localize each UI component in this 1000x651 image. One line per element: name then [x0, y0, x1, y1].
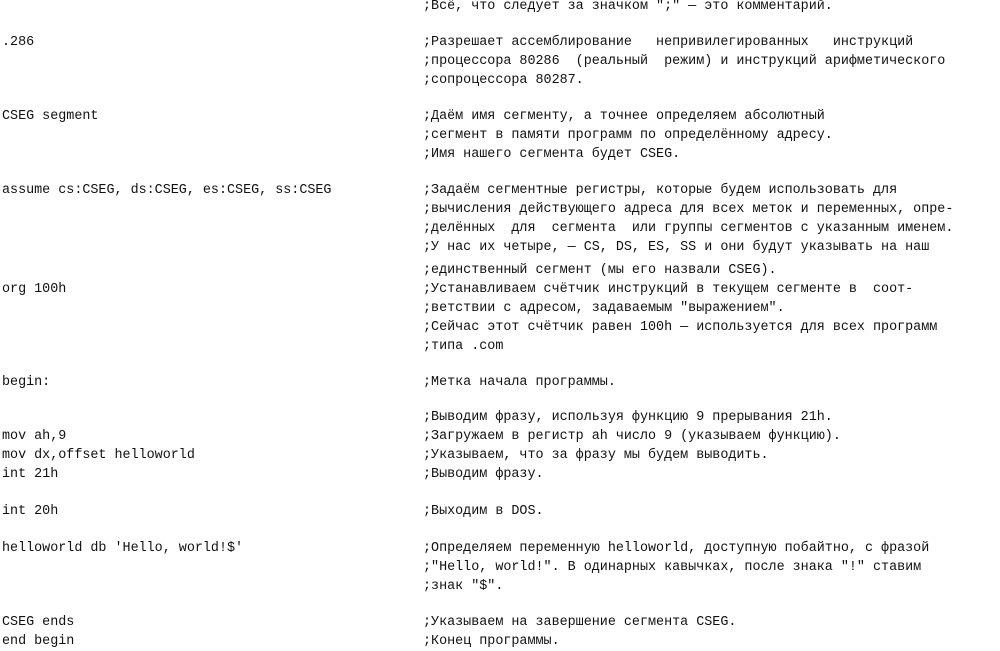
comment-line: ;Выводим фразу, используя функцию 9 прерывания 21h.	[423, 410, 833, 425]
code-line: helloworld db 'Hello, world!$'	[2, 541, 244, 556]
comment-line: ;делённых для сегмента или группы сегментов с указанным именем.	[423, 221, 954, 236]
comment-line: ;У нас их четыре, — CS, DS, ES, SS и они будут указывать на наш	[423, 240, 930, 255]
comment-line: ;Устанавливаем счётчик инструкций в текущем сегменте в соот-	[423, 282, 914, 297]
comment-line: ;Задаём сегментные регистры, которые будем использовать для	[423, 183, 898, 198]
code-line: begin:	[2, 375, 51, 390]
comment-line: ;Метка начала программы.	[423, 375, 616, 390]
code-line: mov ah,9	[2, 429, 67, 444]
comment-line: ;знак "$".	[423, 579, 504, 594]
code-line: int 21h	[2, 467, 59, 482]
comment-line: ;Даём имя сегменту, а точнее определяем абсолютный	[423, 109, 825, 124]
comment-line: ;сегмент в памяти программ по определённому адресу.	[423, 128, 833, 143]
code-line: mov dx,offset helloworld	[2, 448, 195, 463]
comment-line: ;ветствии с адресом, задаваемым "выражением".	[423, 301, 785, 316]
comment-line: ;типа .com	[423, 339, 504, 354]
comment-line: ;Разрешает ассемблирование непривилегированных инструкций	[423, 35, 914, 50]
code-line: CSEG segment	[2, 109, 99, 124]
comment-line: ;Имя нашего сегмента будет CSEG.	[423, 147, 681, 162]
comment-line: ;вычисления действующего адреса для всех меток и переменных, опре-	[423, 202, 954, 217]
code-line: end begin	[2, 634, 75, 649]
comment-line: ;процессора 80286 (реальный режим) и инструкций арифметического	[423, 54, 946, 69]
comment-line: ;единственный сегмент (мы его назвали CSEG).	[423, 263, 777, 278]
code-line: int 20h	[2, 504, 59, 519]
comment-line: ;Выходим в DOS.	[423, 504, 544, 519]
header-comment: ;Всё, что следует за значком ";" — это комментарий.	[423, 0, 833, 14]
comment-line: ;"Hello, world!". В одинарных кавычках, после знака "!" ставим	[423, 560, 922, 575]
comment-line: ;Сейчас этот счётчик равен 100h — используется для всех программ	[423, 320, 938, 335]
code-line: CSEG ends	[2, 615, 75, 630]
comment-line: ;Загружаем в регистр ah число 9 (указываем функцию).	[423, 429, 841, 444]
comment-line: ;Указываем на завершение сегмента CSEG.	[423, 615, 737, 630]
code-line: assume cs:CSEG, ds:CSEG, es:CSEG, ss:CSEG	[2, 183, 332, 198]
comment-line: ;Конец программы.	[423, 634, 560, 649]
code-line: org 100h	[2, 282, 67, 297]
comment-line: ;Определяем переменную helloworld, доступную побайтно, с фразой	[423, 541, 930, 556]
comment-line: ;сопроцессора 80287.	[423, 73, 584, 88]
comment-line: ;Выводим фразу.	[423, 467, 544, 482]
code-line: .286	[2, 35, 35, 50]
comment-line: ;Указываем, что за фразу мы будем выводить.	[423, 448, 769, 463]
